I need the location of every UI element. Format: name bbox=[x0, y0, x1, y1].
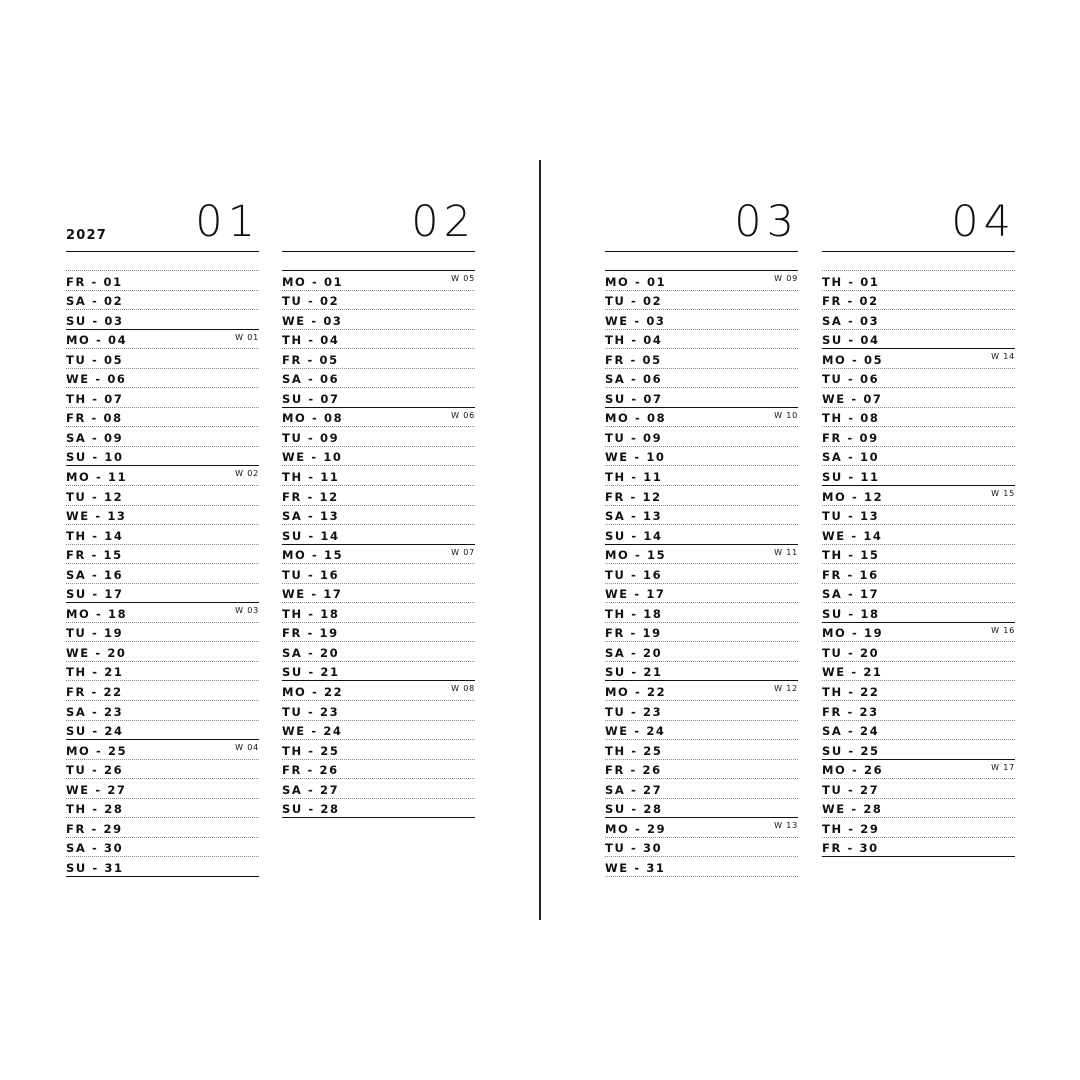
day-label: SU - 03 bbox=[66, 313, 124, 328]
day-label: TH - 28 bbox=[66, 802, 124, 817]
month-number: 02 bbox=[411, 197, 476, 247]
day-label: MO - 08 bbox=[282, 411, 344, 426]
day-row bbox=[822, 642, 1015, 662]
week-number-label: W 15 bbox=[991, 489, 1015, 499]
day-label: SA - 13 bbox=[282, 509, 340, 524]
day-row bbox=[66, 681, 259, 701]
day-label: TU - 30 bbox=[605, 841, 663, 856]
day-row bbox=[282, 427, 475, 447]
day-label: SA - 06 bbox=[282, 372, 340, 387]
day-row bbox=[282, 270, 475, 291]
day-label: FR - 01 bbox=[66, 274, 123, 289]
day-label: WE - 17 bbox=[605, 587, 666, 602]
day-label: SA - 20 bbox=[282, 645, 340, 660]
day-row bbox=[605, 544, 798, 565]
day-label: MO - 15 bbox=[282, 548, 344, 563]
day-row bbox=[605, 330, 798, 350]
day-row bbox=[605, 779, 798, 799]
day-label: WE - 21 bbox=[822, 665, 883, 680]
day-row bbox=[282, 721, 475, 741]
month-header bbox=[282, 196, 475, 252]
day-row bbox=[66, 525, 259, 545]
day-row bbox=[282, 779, 475, 799]
day-row bbox=[605, 447, 798, 467]
day-row bbox=[822, 291, 1015, 311]
day-label: TU - 16 bbox=[605, 567, 663, 582]
day-label: MO - 18 bbox=[66, 606, 128, 621]
day-list bbox=[282, 270, 475, 818]
day-row bbox=[605, 506, 798, 526]
day-row bbox=[282, 291, 475, 311]
day-label: WE - 24 bbox=[605, 724, 666, 739]
day-row bbox=[66, 486, 259, 506]
day-label: SA - 30 bbox=[66, 841, 124, 856]
day-list bbox=[66, 270, 259, 877]
day-row bbox=[282, 623, 475, 643]
day-label: WE - 03 bbox=[605, 313, 666, 328]
day-row bbox=[822, 330, 1015, 350]
day-row bbox=[66, 545, 259, 565]
day-row bbox=[605, 388, 798, 408]
day-row bbox=[822, 838, 1015, 858]
day-row bbox=[66, 779, 259, 799]
day-label: TU - 20 bbox=[822, 645, 880, 660]
day-row bbox=[822, 740, 1015, 760]
day-label: WE - 24 bbox=[282, 724, 343, 739]
day-label: SU - 17 bbox=[66, 587, 124, 602]
day-label: FR - 26 bbox=[605, 763, 662, 778]
day-label: TU - 09 bbox=[282, 430, 340, 445]
day-row bbox=[66, 739, 259, 760]
day-row bbox=[822, 485, 1015, 506]
day-label: TH - 25 bbox=[282, 743, 340, 758]
day-label: FR - 12 bbox=[605, 489, 662, 504]
day-label: SU - 04 bbox=[822, 333, 880, 348]
day-label: WE - 06 bbox=[66, 372, 127, 387]
day-label: TH - 15 bbox=[822, 548, 880, 563]
day-row bbox=[605, 349, 798, 369]
week-number-label: W 16 bbox=[991, 625, 1015, 635]
day-row bbox=[282, 740, 475, 760]
day-row bbox=[282, 642, 475, 662]
day-label: FR - 22 bbox=[66, 685, 123, 700]
day-row bbox=[66, 623, 259, 643]
day-row bbox=[66, 349, 259, 369]
day-label: SA - 03 bbox=[822, 313, 880, 328]
day-row bbox=[282, 760, 475, 780]
day-row bbox=[282, 349, 475, 369]
day-label: WE - 20 bbox=[66, 645, 127, 660]
day-label: SU - 07 bbox=[282, 391, 340, 406]
day-row bbox=[66, 799, 259, 819]
month-number: 01 bbox=[195, 197, 260, 247]
day-row bbox=[605, 427, 798, 447]
day-row bbox=[282, 447, 475, 467]
day-label: WE - 17 bbox=[282, 587, 343, 602]
day-label: SU - 21 bbox=[605, 665, 663, 680]
day-row bbox=[282, 544, 475, 565]
day-label: TU - 13 bbox=[822, 509, 880, 524]
day-label: WE - 14 bbox=[822, 528, 883, 543]
day-row bbox=[822, 603, 1015, 623]
week-number-label: W 14 bbox=[991, 352, 1015, 362]
day-label: TU - 23 bbox=[282, 704, 340, 719]
day-row bbox=[605, 838, 798, 858]
day-row bbox=[66, 701, 259, 721]
day-label: FR - 29 bbox=[66, 821, 123, 836]
day-row bbox=[605, 642, 798, 662]
day-row bbox=[282, 506, 475, 526]
day-row bbox=[282, 662, 475, 682]
day-label: MO - 26 bbox=[822, 763, 884, 778]
day-row bbox=[66, 388, 259, 408]
day-label: FR - 16 bbox=[822, 567, 879, 582]
day-label: TH - 18 bbox=[605, 606, 663, 621]
week-number-label: W 13 bbox=[774, 821, 798, 831]
week-number-label: W 08 bbox=[451, 684, 475, 694]
day-label: SU - 24 bbox=[66, 724, 124, 739]
day-row bbox=[66, 564, 259, 584]
day-label: TU - 09 bbox=[605, 430, 663, 445]
day-row bbox=[605, 466, 798, 486]
day-row bbox=[605, 701, 798, 721]
week-number-label: W 02 bbox=[235, 469, 259, 479]
day-row bbox=[605, 486, 798, 506]
day-label: FR - 30 bbox=[822, 841, 879, 856]
month-column-january bbox=[66, 196, 259, 877]
day-label: SA - 02 bbox=[66, 294, 124, 309]
day-label: TH - 21 bbox=[66, 665, 124, 680]
day-label: TH - 07 bbox=[66, 391, 124, 406]
day-row bbox=[66, 465, 259, 486]
day-label: MO - 08 bbox=[605, 411, 667, 426]
week-number-label: W 01 bbox=[235, 332, 259, 342]
day-row bbox=[822, 622, 1015, 643]
day-label: MO - 29 bbox=[605, 821, 667, 836]
day-label: FR - 15 bbox=[66, 548, 123, 563]
day-row bbox=[822, 759, 1015, 780]
day-label: MO - 01 bbox=[605, 274, 667, 289]
day-row bbox=[605, 369, 798, 389]
day-label: SA - 13 bbox=[605, 509, 663, 524]
day-label: FR - 19 bbox=[282, 626, 339, 641]
day-row bbox=[605, 740, 798, 760]
day-row bbox=[822, 525, 1015, 545]
day-label: WE - 13 bbox=[66, 509, 127, 524]
day-row bbox=[66, 408, 259, 428]
day-row bbox=[605, 857, 798, 877]
day-label: FR - 08 bbox=[66, 411, 123, 426]
day-label: FR - 26 bbox=[282, 763, 339, 778]
day-row bbox=[822, 545, 1015, 565]
day-label: SA - 16 bbox=[66, 567, 124, 582]
day-label: FR - 05 bbox=[605, 352, 662, 367]
day-row bbox=[822, 466, 1015, 486]
day-row bbox=[822, 584, 1015, 604]
day-row bbox=[66, 447, 259, 467]
day-row bbox=[282, 466, 475, 486]
day-row bbox=[282, 486, 475, 506]
day-label: TH - 18 bbox=[282, 606, 340, 621]
day-label: SU - 31 bbox=[66, 860, 124, 875]
day-label: TU - 06 bbox=[822, 372, 880, 387]
month-number: 03 bbox=[734, 197, 799, 247]
month-column-february bbox=[282, 196, 475, 818]
day-label: TU - 26 bbox=[66, 763, 124, 778]
day-label: WE - 31 bbox=[605, 860, 666, 875]
day-row bbox=[605, 310, 798, 330]
day-label: TU - 05 bbox=[66, 352, 124, 367]
day-row bbox=[282, 799, 475, 819]
day-row bbox=[605, 270, 798, 291]
day-label: MO - 01 bbox=[282, 274, 344, 289]
day-row bbox=[605, 525, 798, 545]
day-row bbox=[66, 584, 259, 604]
day-label: TH - 04 bbox=[605, 333, 663, 348]
day-row bbox=[282, 310, 475, 330]
day-row bbox=[282, 407, 475, 428]
day-label: SU - 11 bbox=[822, 470, 880, 485]
day-label: SA - 10 bbox=[822, 450, 880, 465]
day-label: SA - 20 bbox=[605, 645, 663, 660]
day-row bbox=[66, 838, 259, 858]
day-row bbox=[822, 348, 1015, 369]
day-row bbox=[605, 721, 798, 741]
day-label: SU - 28 bbox=[282, 802, 340, 817]
day-label: MO - 04 bbox=[66, 333, 128, 348]
day-label: WE - 27 bbox=[66, 782, 127, 797]
day-row bbox=[605, 291, 798, 311]
day-row bbox=[822, 799, 1015, 819]
day-label: TH - 08 bbox=[822, 411, 880, 426]
day-row bbox=[822, 271, 1015, 291]
day-row bbox=[822, 818, 1015, 838]
week-number-label: W 11 bbox=[774, 547, 798, 557]
day-row bbox=[605, 603, 798, 623]
day-label: TH - 04 bbox=[282, 333, 340, 348]
day-row bbox=[605, 680, 798, 701]
year-label: 2027 bbox=[66, 228, 107, 243]
day-label: SA - 27 bbox=[282, 782, 340, 797]
week-number-label: W 06 bbox=[451, 410, 475, 420]
day-label: MO - 05 bbox=[822, 352, 884, 367]
day-label: SU - 25 bbox=[822, 743, 880, 758]
day-label: TH - 11 bbox=[282, 470, 340, 485]
day-row bbox=[66, 506, 259, 526]
day-label: SU - 10 bbox=[66, 450, 124, 465]
month-column-march bbox=[605, 196, 798, 877]
day-label: MO - 11 bbox=[66, 470, 128, 485]
day-label: TH - 25 bbox=[605, 743, 663, 758]
day-label: TH - 01 bbox=[822, 274, 880, 289]
day-row bbox=[605, 799, 798, 819]
day-row bbox=[605, 564, 798, 584]
day-row bbox=[66, 369, 259, 389]
day-row bbox=[605, 817, 798, 838]
day-list bbox=[605, 270, 798, 877]
day-label: TU - 19 bbox=[66, 626, 124, 641]
day-label: SA - 23 bbox=[66, 704, 124, 719]
day-row bbox=[66, 857, 259, 877]
day-row bbox=[822, 701, 1015, 721]
day-label: SU - 14 bbox=[282, 528, 340, 543]
week-number-label: W 07 bbox=[451, 547, 475, 557]
day-label: TH - 29 bbox=[822, 821, 880, 836]
day-row bbox=[66, 721, 259, 741]
day-label: TH - 11 bbox=[605, 470, 663, 485]
day-row bbox=[822, 721, 1015, 741]
day-label: WE - 03 bbox=[282, 313, 343, 328]
day-label: FR - 12 bbox=[282, 489, 339, 504]
day-label: SU - 14 bbox=[605, 528, 663, 543]
day-row bbox=[282, 680, 475, 701]
day-row bbox=[66, 642, 259, 662]
day-label: FR - 05 bbox=[282, 352, 339, 367]
day-row bbox=[282, 388, 475, 408]
day-row bbox=[605, 584, 798, 604]
month-number: 04 bbox=[951, 197, 1016, 247]
day-row bbox=[605, 407, 798, 428]
day-label: TU - 16 bbox=[282, 567, 340, 582]
week-number-label: W 10 bbox=[774, 410, 798, 420]
day-list bbox=[822, 270, 1015, 857]
day-label: MO - 12 bbox=[822, 489, 884, 504]
day-label: MO - 22 bbox=[605, 685, 667, 700]
day-label: SA - 17 bbox=[822, 587, 880, 602]
month-column-april bbox=[822, 196, 1015, 857]
month-header bbox=[66, 196, 259, 252]
day-row bbox=[66, 662, 259, 682]
day-row bbox=[66, 271, 259, 291]
day-row bbox=[66, 602, 259, 623]
day-label: FR - 19 bbox=[605, 626, 662, 641]
day-label: FR - 02 bbox=[822, 294, 879, 309]
day-label: FR - 23 bbox=[822, 704, 879, 719]
day-label: FR - 09 bbox=[822, 430, 879, 445]
day-label: SA - 06 bbox=[605, 372, 663, 387]
day-row bbox=[822, 447, 1015, 467]
day-label: TU - 27 bbox=[822, 782, 880, 797]
day-row bbox=[282, 330, 475, 350]
day-label: TU - 02 bbox=[605, 294, 663, 309]
day-row bbox=[822, 388, 1015, 408]
day-label: TU - 23 bbox=[605, 704, 663, 719]
day-row bbox=[822, 427, 1015, 447]
day-row bbox=[822, 662, 1015, 682]
day-row bbox=[282, 603, 475, 623]
day-label: SU - 18 bbox=[822, 606, 880, 621]
day-row bbox=[822, 408, 1015, 428]
day-row bbox=[822, 310, 1015, 330]
day-row bbox=[282, 564, 475, 584]
week-number-label: W 04 bbox=[235, 743, 259, 753]
day-label: TU - 02 bbox=[282, 294, 340, 309]
day-row bbox=[66, 291, 259, 311]
day-label: TU - 12 bbox=[66, 489, 124, 504]
day-label: MO - 25 bbox=[66, 743, 128, 758]
day-row bbox=[282, 369, 475, 389]
day-row bbox=[282, 525, 475, 545]
day-label: WE - 28 bbox=[822, 802, 883, 817]
page-spine-divider bbox=[539, 160, 541, 920]
day-row bbox=[605, 623, 798, 643]
day-row bbox=[66, 760, 259, 780]
day-label: TH - 14 bbox=[66, 528, 124, 543]
day-label: TH - 22 bbox=[822, 685, 880, 700]
month-header bbox=[822, 196, 1015, 252]
week-number-label: W 05 bbox=[451, 274, 475, 283]
week-number-label: W 17 bbox=[991, 762, 1015, 772]
day-row bbox=[282, 584, 475, 604]
day-label: MO - 22 bbox=[282, 685, 344, 700]
day-label: SA - 09 bbox=[66, 430, 124, 445]
day-row bbox=[822, 779, 1015, 799]
day-row bbox=[66, 329, 259, 350]
day-label: SU - 28 bbox=[605, 802, 663, 817]
day-row bbox=[66, 310, 259, 330]
day-row bbox=[66, 427, 259, 447]
day-row bbox=[282, 701, 475, 721]
day-row bbox=[822, 564, 1015, 584]
week-number-label: W 03 bbox=[235, 606, 259, 616]
day-label: MO - 19 bbox=[822, 626, 884, 641]
day-label: SU - 21 bbox=[282, 665, 340, 680]
day-label: WE - 07 bbox=[822, 391, 883, 406]
month-header bbox=[605, 196, 798, 252]
day-label: SU - 07 bbox=[605, 391, 663, 406]
week-number-label: W 12 bbox=[774, 684, 798, 694]
day-row bbox=[66, 818, 259, 838]
day-label: WE - 10 bbox=[282, 450, 343, 465]
day-label: MO - 15 bbox=[605, 548, 667, 563]
day-label: SA - 24 bbox=[822, 724, 880, 739]
day-label: WE - 10 bbox=[605, 450, 666, 465]
day-row bbox=[605, 662, 798, 682]
week-number-label: W 09 bbox=[774, 274, 798, 283]
day-row bbox=[605, 760, 798, 780]
day-row bbox=[822, 681, 1015, 701]
day-row bbox=[822, 369, 1015, 389]
day-row bbox=[822, 506, 1015, 526]
day-label: SA - 27 bbox=[605, 782, 663, 797]
